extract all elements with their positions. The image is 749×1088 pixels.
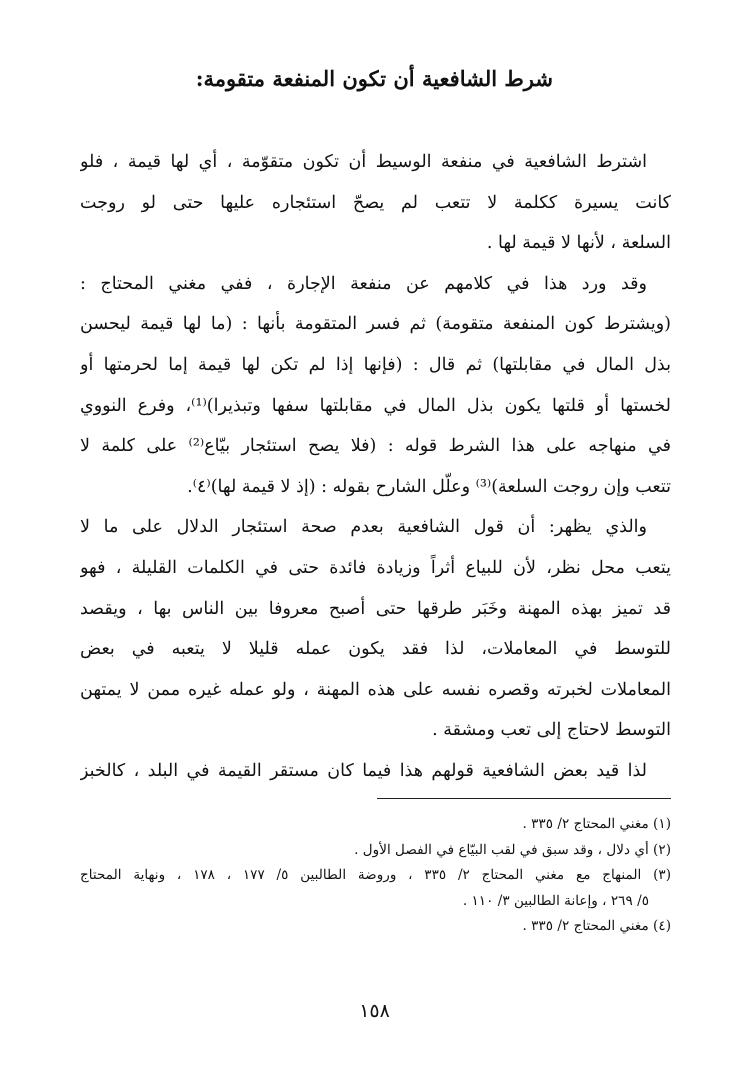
footnote-line: ٥/ ٢٦٩ ، وإعانة الطالبين ٣/ ١١٠ .	[462, 892, 649, 909]
body-line: يتعب محل نظر، لأن للبياع أثراً وزيادة فائدة حتى في الكلمات القليلة ، فهو	[80, 557, 671, 578]
body-line: (ويشترط كون المنفعة متقومة) ثم فسر المتقومة بأنها : (ما لها قيمة ليحسن	[80, 314, 671, 335]
footnotes	[80, 812, 671, 940]
body-line: كانت يسيرة ككلمة لا تتعب لم يصحّ استئجاره عليها حتى لو روجت	[80, 192, 671, 213]
body-line: لخستها أو قلتها يكون بذل المال في مقابلتها سفها وتبذيرا)⁽¹⁾، وفرع النووي	[80, 395, 671, 416]
body-line: للتوسط في المعاملات، لذا فقد يكون عمله قليلا لا يتعبه في بعض	[80, 639, 671, 660]
footnote-line: (٣) المنهاج مع مغني المحتاج ٢/ ٣٣٥ ، وروضة الطالبين ٥/ ١٧٧ ، ١٧٨ ، ونهاية المحتاج	[80, 867, 671, 883]
body-line: تتعب وإن روجت السلعة)⁽³⁾ وعلّل الشارح بقوله : (إذ لا قيمة لها)⁽٤⁾.	[187, 476, 671, 497]
body-line: اشترط الشافعية في منفعة الوسيط أن تكون متقوّمة ، أي لها قيمة ، فلو	[80, 152, 647, 172]
page-number: ١٥٨	[359, 1000, 390, 1022]
section-heading: شرط الشافعية أن تكون المنفعة متقومة:	[195, 66, 553, 91]
body-line: والذي يظهر: أن قول الشافعية بعدم صحة استئجار الدلال على ما لا	[80, 517, 647, 538]
body-line: التوسط لاحتاج إلى تعب ومشقة .	[432, 720, 671, 741]
footnote-line: (١) مغني المحتاج ٢/ ٣٣٥ .	[522, 816, 671, 832]
body-line: السلعة ، لأنها لا قيمة لها .	[486, 233, 671, 254]
body-line: في منهاجه على هذا الشرط قوله : (فلا يصح استئجار بيّاع⁽²⁾ على كلمة لا	[80, 436, 671, 457]
body-line: لذا قيد بعض الشافعية قولهم هذا فيما كان مستقر القيمة في البلد ، كالخبز	[80, 760, 647, 781]
body-line: قد تميز بهذه المهنة وخَبَر طرقها حتى أصبح معروفا بين الناس بها ، ويقصد	[80, 598, 671, 619]
body-line: بذل المال في مقابلتها) ثم قال : (فإنها إذا لم تكن لها قيمة إما لحرمتها أو	[80, 354, 671, 375]
footnote-line: (٢) أي دلال ، وقد سبق في لقب البيّاع في الفصل الأول .	[354, 841, 671, 858]
body-line: المعاملات لخبرته وقصره نفسه على هذه المهنة ، ولو عمله غيره ممن لا يمتهن	[80, 679, 671, 700]
footnote-line: (٤) مغني المحتاج ٢/ ٣٣٥ .	[522, 918, 671, 934]
body-text	[80, 142, 671, 792]
footnote-separator	[377, 798, 671, 799]
body-line: وقد ورد هذا في كلامهم عن منفعة الإجارة ، ففي مغني المحتاج :	[80, 273, 647, 294]
